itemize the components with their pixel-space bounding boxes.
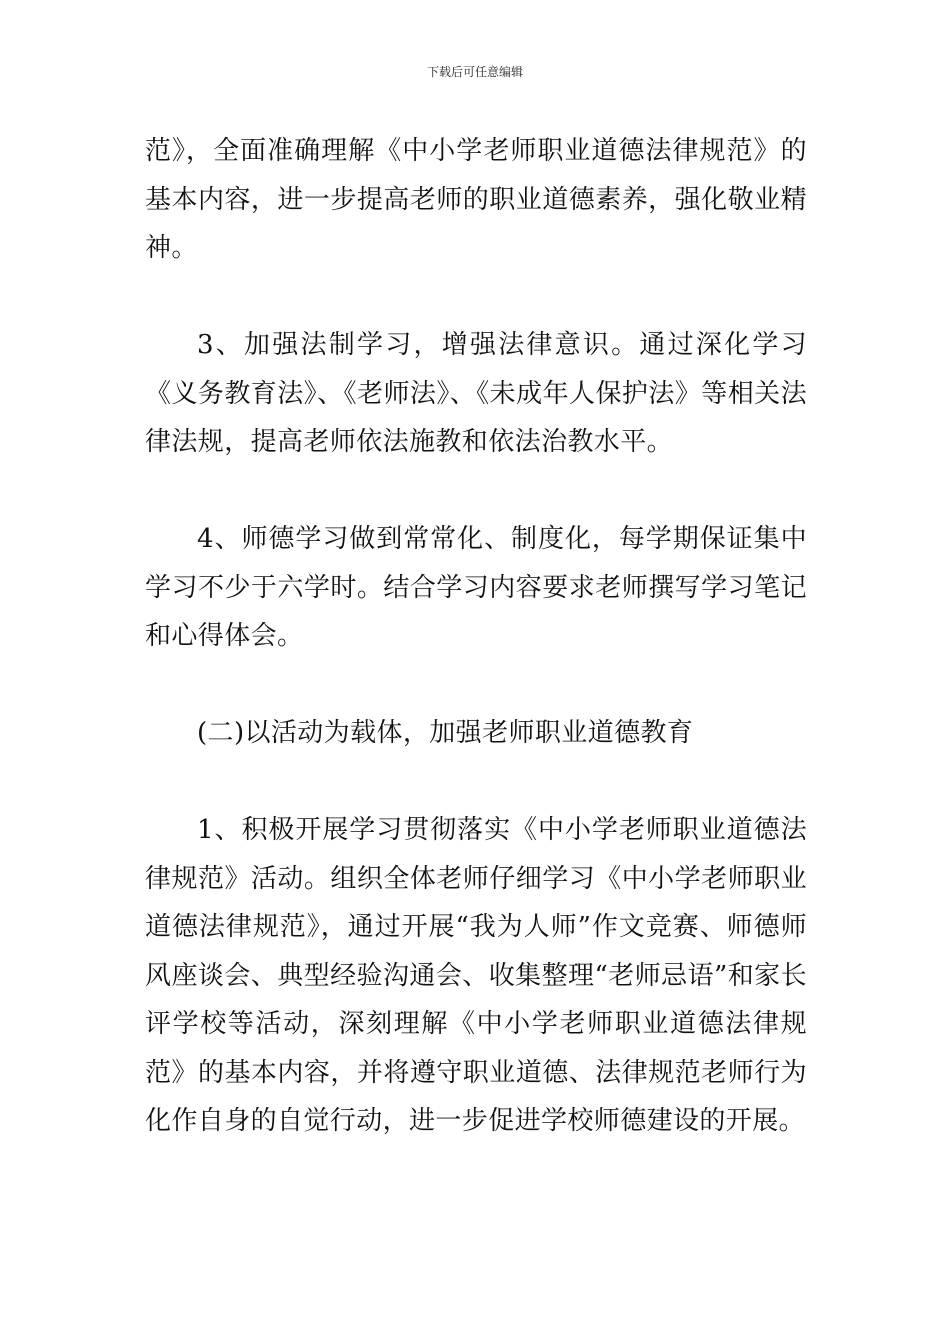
- paragraph-item-1: 1、积极开展学习贯彻落实《中小学老师职业道德法律规范》活动。组织全体老师仔细学习《中小学老师职业道德法律规范》，通过开展“我为人师”作文竞赛、师德师风座谈会、典型经验沟通会、收集整理“老师忌语”和家长评学校等活动，深刻理解《中小学老师职业道德法律规范》的基本内容，并将遵守职业道德、法律规范老师行为化作自身的自觉行动，进一步促进学校师德建设的开展。: [145, 815, 807, 1136]
- section-heading: (二)以活动为载体，加强老师职业道德教育: [197, 718, 694, 748]
- paragraph-gap: [145, 661, 807, 710]
- paragraph-gap: [145, 467, 807, 516]
- paragraph-gap: [145, 758, 807, 807]
- paragraph-gap: [145, 273, 807, 322]
- paragraph-item-4: 4、师德学习做到常常化、制度化，每学期保证集中学习不少于六学时。结合学习内容要求老师撰写学习笔记和心得体会。: [145, 524, 807, 651]
- paragraph-item-3: 3、加强法制学习，增强法律意识。通过深化学习《义务教育法》、《老师法》、《未成年人保护法》等相关法律法规，提高老师依法施教和依法治教水平。: [145, 330, 807, 457]
- document-body: [145, 127, 807, 1146]
- page-header: 下载后可任意编辑: [426, 65, 523, 79]
- paragraph-continuation: 范》，全面准确理解《中小学老师职业道德法律规范》的基本内容，进一步提高老师的职业道德素养，强化敬业精神。: [145, 136, 807, 263]
